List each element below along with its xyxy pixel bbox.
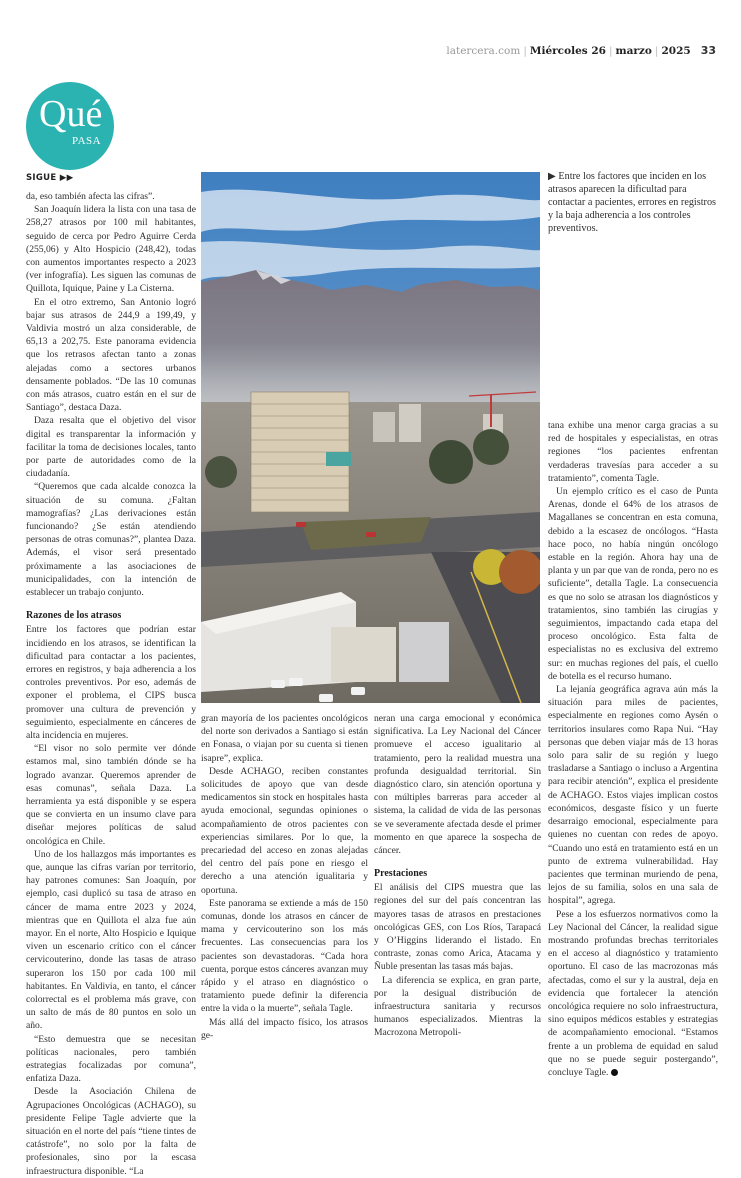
article-column-1	[26, 190, 196, 1178]
paragraph: Uno de los hallazgos más importantes es que, aunque las cifras varían por territorio, hay patrones comunes: San Joaquín, por ejemplo, casi duplicó su tasa de atraso en cáncer de mama entre 2023 y 2024, mientras que en Quillota el alza fue aún mayor. En el norte, Alto Hospicio e Iquique viven un escenario crítico con el cáncer cervicouterino, donde las tasas de atraso superaron los 150 por cada 100 mil habitantes. En Valdivia, en tanto, el cáncer colorrectal es el problema más grave, con un salto de más de 80 puntos en solo un año.	[26, 848, 196, 1032]
santiago-aerial-photo	[201, 172, 540, 703]
paragraph: Daza resalta que el objetivo del visor digital es transparentar la información y facilitar la toma de decisiones locales, tanto por parte de autoridades como de la ciudadanía.	[26, 415, 196, 480]
end-of-article-icon	[611, 1069, 618, 1076]
article-column-3	[374, 712, 541, 1040]
subheading-razones: Razones de los atrasos	[26, 610, 122, 622]
divider: |	[608, 45, 613, 57]
paragraph: La lejanía geográfica agrava aún más la situación para miles de pacientes, especialmente en regiones como Aysén o territorios insulares como Rapa Nui. “Hay personas que deben viajar más de 13 horas solo para salir de su región y luego trasladarse a Santiago o incluso a Argentina para recibir atención”, explica el presidente de ACHAGO. Estos viajes implican costos económicos, desgaste físico y un fuerte desarraigo emocional, especialmente para quienes no cuentan con redes de apoyo. “Cuando uno está en tratamiento está en un punto de extrema vulnerabilidad. Hay pacientes que terminan muriendo de pena, lejos de su familia, solos en una sala de hospital”, agrega.	[548, 684, 718, 907]
paragraph: Desde ACHAGO, reciben constantes solicitudes de apoyo que van desde medicamentos sin stock en hospitales hasta ayuda emocional, segundas opiniones o acompañamiento de otros pacientes con experiencias similares. Por lo que, la precariedad del acceso en zonas alejadas del centro del país pone en riesgo el derecho a una atención igualitaria y oportuna.	[201, 765, 368, 896]
article-column-4	[548, 419, 718, 1079]
caption-marker-icon: ▶	[548, 171, 556, 182]
logo-sub-text: PASA	[72, 135, 102, 147]
paragraph: tana exhibe una menor carga gracias a su red de hospitales y especialistas, en otras regiones “los pacientes enfrentan verdaderas travesías para acceder a su tratamiento”, comenta Tagle.	[548, 420, 718, 484]
paragraph: San Joaquín lidera la lista con una tasa de 258,27 atrasos por 100 mil habitantes, seguido de cerca por Pedro Aguirre Cerda (255,06) y Alto Hospicio (248,42), todas con aumentos importantes respecto a 2023 (ver infografía). Les siguen las comunas de Quillota, Iquique, Paine y La Cisterna.	[26, 204, 196, 295]
paragraph: da, eso también afecta las cifras”.	[26, 191, 155, 202]
final-paragraph-text: Pese a los esfuerzos normativos como la Ley Nacional del Cáncer, la realidad sigue mostrando profundas brechas territoriales en el acceso al diagnóstico y tratamiento oportuno. El caso de las macrozonas más afectadas, como el sur y la austral, deja en evidencia que fortalecer la atención oncológica requiere no solo infraestructura, sino equipos médicos estables y estrategias de acompañamiento emocional. “Estamos frente a un problema de equidad en salud que no se puede seguir postergando”, concluye Tagle.	[548, 908, 718, 1078]
page-number: 33	[700, 44, 716, 57]
que-pasa-logo	[26, 82, 114, 170]
caption-text: Entre los factores que inciden en los atrasos aparecen la dificultad para contactar a pacientes, errores en registros y la baja adherencia a los controles preventivos.	[548, 171, 717, 234]
article-column-2	[201, 712, 368, 1042]
paragraph: “El visor no solo permite ver dónde estamos mal, sino también dónde se ha logrado avanzar. Queremos aprender de esas comunas”, señala Daza. La herramienta ya está disponible y se espera que se convierta en un insumo clave para diseñar mejores políticas de salud oncológica en Chile.	[26, 743, 196, 847]
paragraph: neran una carga emocional y económica significativa. La Ley Nacional del Cáncer promueve el acceso igualitario al tratamiento, pero la realidad muestra una profunda desigualdad territorial. Sin diagnóstico claro, sin atención oportuna y con múltiples barreras para acceder al sistema, la calidad de vida de las personas se ve severamente afectada desde el primer momento en que aparece la sospecha de cáncer.	[374, 713, 541, 857]
paragraph: Un ejemplo crítico es el caso de Punta Arenas, donde el 64% de los atrasos de Magallanes se concentran en esta comuna, debido a la escasez de oncólogos. “Hasta hace poco, no había ningún oncólogo estable en la región. Ahora hay una de planta y un par que van de ronda, pero no es suficiente”, detalla Tagle. La consecuencia es que no solo se atrasan los diagnósticos y tratamientos, sino también las cirugías y seguimientos, impactando cada etapa del proceso oncológico. Esta falta de especialistas no es exclusiva del extremo sur: en muchas regiones del país, el cuello de botella es el recurso humano.	[548, 486, 718, 682]
paragraph: gran mayoría de los pacientes oncológicos del norte son derivados a Santiago si están en Fonasa, o viajan por su cuenta si tienen isapre”, explica.	[201, 713, 368, 764]
divider: |	[654, 45, 659, 57]
paragraph: Este panorama se extiende a más de 150 comunas, donde los atrasos en cáncer de mama y cervicouterino son los más frecuentes. Las consecuencias para los pacientes son devastadoras. “Cada hora cuenta, porque estos cánceres avanzan muy rápido y el atraso en diagnóstico o tratamiento puede definir la diferencia entre la vida o la muerte”, señala Tagle.	[201, 897, 368, 1015]
continued-label: SIGUE ▶▶	[26, 173, 74, 183]
paragraph: En el otro extremo, San Antonio logró bajar sus atrasos de 244,9 a 199,49, y Valdivia mostró un alza considerable, de 65,13 a 202,75. Este panorama evidencia que los retrasos afectan tanto a zonas alejadas como a sectores urbanos densamente poblados. “De las 10 comunas con más atrasos, cuatro están en el sur de Santiago”, destaca Daza.	[26, 296, 196, 414]
paragraph: El análisis del CIPS muestra que las regiones del sur del país concentran las mayores tasas de atrasos en prestaciones oncológicas GES, con Los Ríos, Tarapacá y O’Higgins liderando el listado. En contraste, zonas como Arica, Atacama y Ñuble presentan las tasas más bajas.	[374, 882, 541, 973]
paragraph: La diferencia se explica, en gran parte, por la desigual distribución de infraestructura sanitaria y recursos humanos especializados. Mientras la Macrozona Metropoli-	[374, 974, 541, 1039]
paragraph: Entre los factores que podrían estar incidiendo en los atrasos, se identifican la dificultad para contactar a los pacientes, errores en registros, y baja adherencia a los controles preventivos. Por eso, además de exponer el problema, el CIPS busca promover una cultura de prevención y seguimiento, especialmente en cánceres de alta incidencia en mujeres.	[26, 624, 196, 741]
paragraph: “Esto demuestra que se necesitan políticas nacionales, pero también estrategias focalizadas por comuna”, enfatiza Daza.	[26, 1033, 196, 1085]
date-month: marzo	[615, 45, 652, 57]
paragraph	[548, 908, 718, 1080]
paragraph: “Queremos que cada alcalde conozca la situación de su comuna. ¿Faltan mamografías? ¿Las derivaciones están funcionando? ¿Se están atendiendo personas de otras comunas?”, plantea Daza. Además, el visor será presentado próximamente a las asociaciones de municipalidades, con la intención de establecer un trabajo conjunto.	[26, 481, 196, 599]
paragraph: Desde la Asociación Chilena de Agrupaciones Oncológicas (ACHAGO), su presidente Felipe Tagle advierte que la situación en el norte del país “tiene tintes de catástrofe”, no solo por la falta de profesionales, sino por la escasa infraestructura disponible. “La	[26, 1086, 196, 1177]
date-day: Miércoles 26	[529, 45, 606, 57]
date-year: 2025	[661, 45, 691, 57]
photo-caption	[548, 170, 718, 235]
page-header	[446, 44, 716, 57]
logo-main-text: Qué	[39, 93, 103, 135]
site-url: latercera.com	[446, 45, 521, 57]
paragraph: Más allá del impacto físico, los atrasos ge-	[201, 1016, 368, 1041]
subheading-prestaciones: Prestaciones	[374, 868, 428, 880]
divider: |	[523, 45, 527, 57]
photo-illustration	[201, 172, 540, 703]
